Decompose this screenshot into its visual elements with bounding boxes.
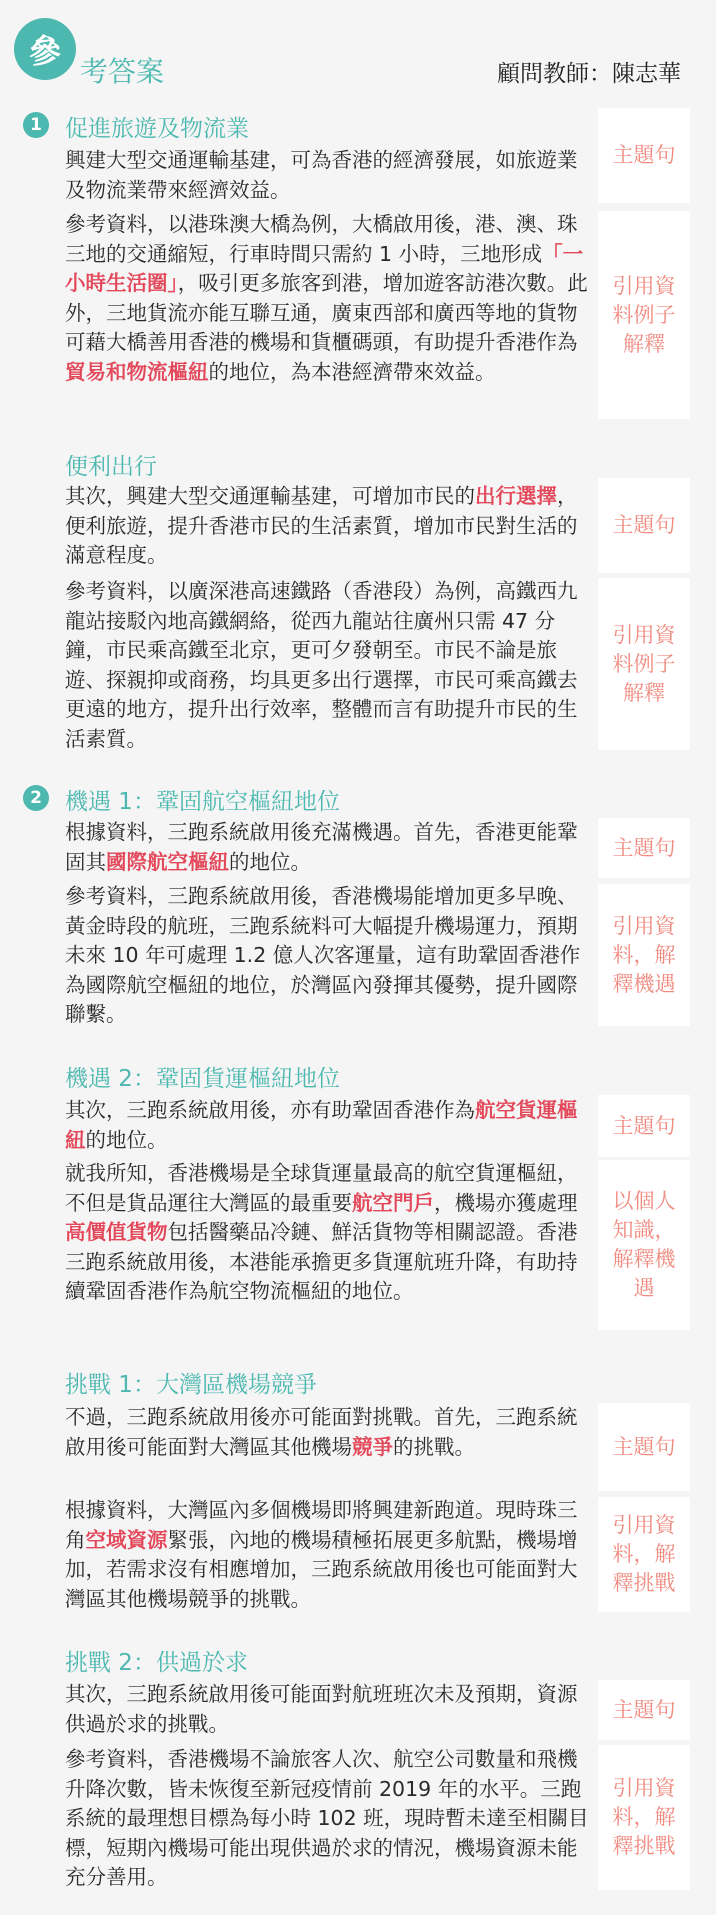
tag-evidence: 引用資料例子解釋 bbox=[598, 211, 690, 419]
evidence-paragraph: 就我所知，香港機場是全球貨運量最高的航空貨運樞紐，不但是貨品運往大灣區的最重要航空門戶，機場亦獲處理高價值貨物包括醫藥品冷鏈、鮮活貨物等相關認證。香港三跑系統啟用後，本港能承擔更多貨運航班升降，有助持續鞏固香港作為航空物流樞紐的地位。 bbox=[65, 1161, 578, 1303]
evidence-paragraph: 根據資料，大灣區內多個機場即將興建新跑道。現時珠三角空域資源緊張，內地的機場積極拓展更多航點，機場增加，若需求沒有相應增加，三跑系統啟用後也可能面對大灣區其他機場競爭的挑戰。 bbox=[65, 1498, 578, 1611]
tag-evidence: 引用資料，解釋機遇 bbox=[598, 884, 690, 1026]
subtitle: 機遇 2：鞏固貨運樞紐地位 bbox=[65, 1066, 340, 1092]
evidence-paragraph: 參考資料，三跑系統啟用後，香港機場能增加更多早晚、黃金時段的航班，三跑系統料可大幅提升機場運力，預期未來 10 年可處理 1.2 億人次客運量，這有助鞏固香港作為國際航空樞紐的地位，於灣區內發揮其優勢，提升國際聯繫。 bbox=[65, 884, 581, 1026]
topic-sentence: 其次，興建大型交通運輸基建，可增加市民的出行選擇，便利旅遊，提升香港市民的生活素質，增加市民對生活的滿意程度。 bbox=[65, 484, 578, 567]
tag-evidence: 引用資料，解釋挑戰 bbox=[598, 1497, 690, 1612]
tag-topic: 主題句 bbox=[598, 108, 690, 203]
evidence-paragraph: 參考資料，香港機場不論旅客人次、航空公司數量和飛機升降次數，皆未恢復至新冠疫情前 2019 年的水平。三跑系統的最理想目標為每小時 102 班，現時暫未達至相關目標，短期內機場可能出現供過於求的情況，機場資源未能充分善用。 bbox=[65, 1747, 589, 1889]
answer-badge: 參 bbox=[14, 18, 76, 80]
tag-topic: 主題句 bbox=[598, 1095, 690, 1157]
tag-evidence: 引用資料例子解釋 bbox=[598, 578, 690, 750]
tag-topic: 主題句 bbox=[598, 478, 690, 573]
evidence-paragraph: 參考資料，以廣深港高速鐵路（香港段）為例，高鐵西九龍站接駁內地高鐵網絡，從西九龍站往廣州只需 47 分鐘，市民乘高鐵至北京，更可夕發朝至。市民不論是旅遊、探親抑或商務，均具更多出行選擇，市民可乘高鐵去更遠的地方，提升出行效率，整體而言有助提升市民的生活素質。 bbox=[65, 579, 578, 751]
tag-topic: 主題句 bbox=[598, 818, 690, 878]
topic-sentence: 不過，三跑系統啟用後亦可能面對挑戰。首先，三跑系統啟用後可能面對大灣區其他機場競爭的挑戰。 bbox=[65, 1405, 578, 1459]
section-number-1: 1 bbox=[23, 112, 49, 138]
subtitle: 促進旅遊及物流業 bbox=[65, 116, 249, 142]
section-number-2: 2 bbox=[23, 785, 49, 811]
tag-topic: 主題句 bbox=[598, 1403, 690, 1491]
topic-sentence: 其次，三跑系統啟用後可能面對航班班次未及預期，資源供過於求的挑戰。 bbox=[65, 1682, 578, 1736]
subtitle: 便利出行 bbox=[65, 454, 157, 480]
tag-evidence: 以個人知識，解釋機遇 bbox=[598, 1160, 690, 1330]
tag-topic: 主題句 bbox=[598, 1680, 690, 1740]
subtitle: 挑戰 2：供過於求 bbox=[65, 1650, 248, 1676]
teacher-name: 顧問教師：陳志華 bbox=[497, 61, 681, 87]
subtitle: 挑戰 1：大灣區機場競爭 bbox=[65, 1372, 317, 1398]
evidence-paragraph: 參考資料，以港珠澳大橋為例，大橋啟用後，港、澳、珠三地的交通縮短，行車時間只需約 1 小時，三地形成「一小時生活圈」，吸引更多旅客到港，增加遊客訪港次數。此外，三地貨流亦能互聯互通，廣東西部和廣西等地的貨物可藉大橋善用香港的機場和貨櫃碼頭，有助提升香港作為貿易和物流樞紐的地位，為本港經濟帶來效益。 bbox=[65, 212, 588, 384]
page-title: 考答案 bbox=[80, 55, 165, 88]
header bbox=[0, 0, 716, 100]
topic-sentence: 根據資料，三跑系統啟用後充滿機遇。首先，香港更能鞏固其國際航空樞紐的地位。 bbox=[65, 820, 578, 874]
subtitle: 機遇 1：鞏固航空樞紐地位 bbox=[65, 789, 340, 815]
topic-sentence: 其次，三跑系統啟用後，亦有助鞏固香港作為航空貨運樞紐的地位。 bbox=[65, 1098, 578, 1152]
topic-sentence: 興建大型交通運輸基建，可為香港的經濟發展，如旅遊業及物流業帶來經濟效益。 bbox=[65, 148, 578, 202]
tag-evidence: 引用資料，解釋挑戰 bbox=[598, 1745, 690, 1890]
